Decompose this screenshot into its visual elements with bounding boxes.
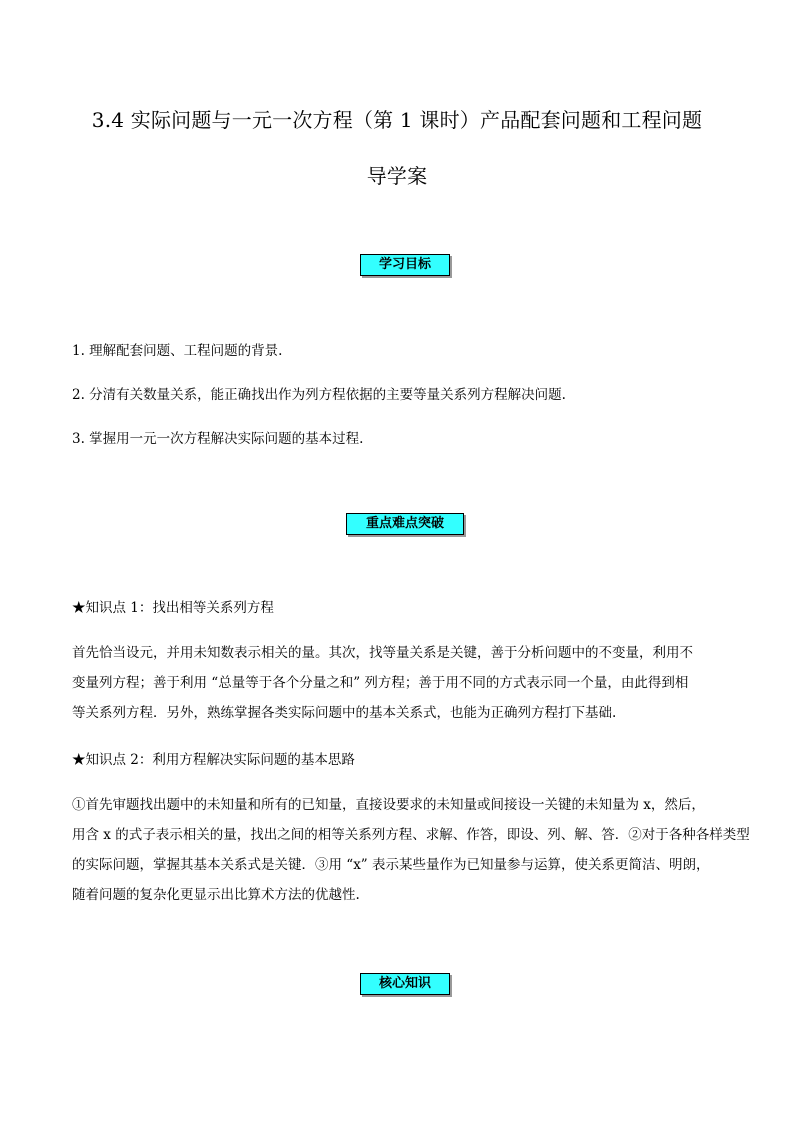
goal-item: 2. 分清有关数量关系，能正确找出作为列方程依据的主要等量关系列方程解决问题. [72, 387, 566, 403]
knowledge-text-line: 变量列方程；善于利用 “总量等于各个分量之和” 列方程；善于用不同的方式表示同一个量，由此得到相 [72, 675, 689, 691]
goal-item: 3. 掌握用一元一次方程解决实际问题的基本过程. [72, 431, 364, 447]
section-label-core: 核心知识 [360, 973, 450, 995]
knowledge-text-line: 等关系列方程．另外，熟练掌握各类实际问题中的基本关系式，也能为正确列方程打下基础. [72, 705, 617, 721]
section-label-goals: 学习目标 [360, 254, 450, 276]
knowledge-text-line: 首先恰当设元，并用未知数表示相关的量。其次，找等量关系是关键，善于分析问题中的不变量，利用不 [72, 645, 693, 661]
knowledge-heading-1: ★知识点 1：找出相等关系列方程 [72, 600, 274, 616]
knowledge-text-line: 用含 x 的式子表示相关的量，找出之间的相等关系列方程、求解、作答，即设、列、解、答．②对于各种各样类型 [72, 827, 750, 843]
knowledge-text-line: ①首先审题找出题中的未知量和所有的已知量，直接设要求的未知量或间接设一关键的未知量为 x，然后， [72, 797, 705, 813]
knowledge-text-line: 的实际问题，掌握其基本关系式是关键．③用 “x” 表示某些量作为已知量参与运算，使关系更简洁、明朗， [72, 857, 710, 873]
knowledge-text-line: 随着问题的复杂化更显示出比算术方法的优越性. [72, 887, 360, 903]
page-title: 3.4 实际问题与一元一次方程（第 1 课时）产品配套问题和工程问题 [91, 108, 703, 132]
goal-item: 1. 理解配套问题、工程问题的背景. [72, 343, 283, 359]
section-label-key-points: 重点难点突破 [346, 513, 464, 535]
page-subtitle: 导学案 [366, 164, 428, 188]
knowledge-heading-2: ★知识点 2：利用方程解决实际问题的基本思路 [72, 752, 355, 768]
